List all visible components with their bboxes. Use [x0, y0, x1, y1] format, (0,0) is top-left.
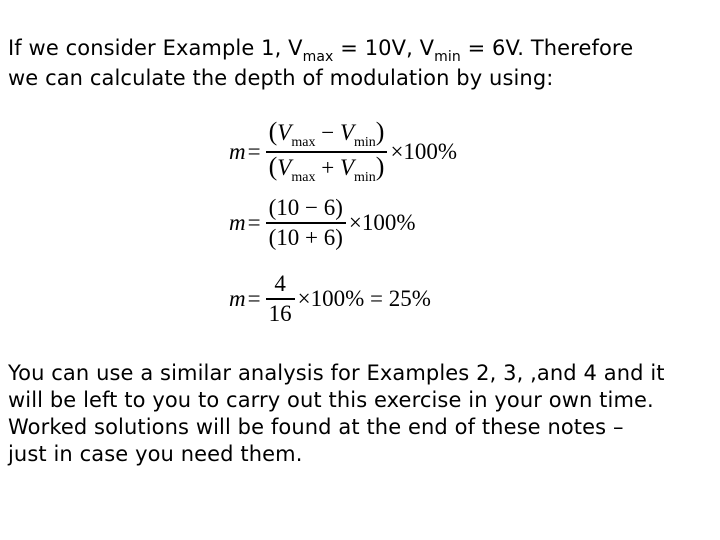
paren-open: (	[268, 117, 278, 146]
paren-open: (	[268, 151, 278, 181]
equals-sign: =	[247, 138, 261, 164]
paren-close: )	[375, 151, 385, 181]
var-v: V	[277, 154, 292, 180]
equations-block	[229, 118, 489, 330]
fraction-1-denominator	[266, 153, 388, 186]
equals-sign: =	[247, 285, 261, 311]
paren-close: )	[375, 117, 385, 146]
vmax-subscript: max	[302, 49, 334, 65]
var-v: V	[277, 120, 292, 145]
fraction-2-numerator: (10 − 6)	[268, 195, 343, 220]
outro-paragraph	[8, 360, 665, 468]
fraction-2-denominator: (10 + 6)	[268, 224, 343, 250]
fraction-1-numerator	[266, 118, 388, 151]
intro-paragraph	[8, 35, 633, 92]
var-v: V	[339, 120, 354, 145]
outro-line-3: Worked solutions will be found at the end of these notes –	[8, 415, 624, 439]
intro-line-2: we can calculate the depth of modulation by using:	[8, 66, 554, 90]
plus-sign: +	[315, 154, 340, 180]
intro-text-a: If we consider Example 1, V	[8, 36, 303, 60]
var-m: m	[229, 138, 246, 164]
fraction-3-denominator: 16	[268, 300, 292, 326]
intro-text-b: = 10V, V	[333, 36, 435, 60]
fraction-2	[266, 194, 346, 252]
outro-line-2: will be left to you to carry out this exercise in your own time.	[8, 388, 654, 412]
fraction-1	[266, 118, 388, 186]
equation-2	[229, 194, 416, 252]
equation-3	[229, 270, 431, 328]
subscript-max: max	[291, 169, 316, 185]
vmin-subscript: min	[434, 49, 461, 65]
times-100-percent: ×100%	[348, 209, 416, 235]
intro-text-c: = 6V. Therefore	[460, 36, 634, 60]
fraction-3-numerator: 4	[274, 271, 286, 296]
subscript-max: max	[291, 135, 316, 150]
subscript-min: min	[354, 135, 376, 150]
fraction-3	[266, 270, 295, 328]
times-100-percent: ×100%	[390, 138, 458, 164]
equals-sign: =	[247, 209, 261, 235]
var-v: V	[339, 154, 354, 180]
equation-1	[229, 118, 457, 186]
var-m: m	[229, 285, 246, 311]
outro-line-4: just in case you need them.	[8, 442, 303, 466]
subscript-min: min	[354, 169, 376, 185]
var-m: m	[229, 209, 246, 235]
outro-line-1: You can use a similar analysis for Examples 2, 3, ,and 4 and it	[8, 361, 665, 385]
minus-sign: −	[315, 120, 340, 145]
result-25-percent: ×100% = 25%	[297, 285, 431, 311]
intro-line-1	[8, 35, 633, 65]
